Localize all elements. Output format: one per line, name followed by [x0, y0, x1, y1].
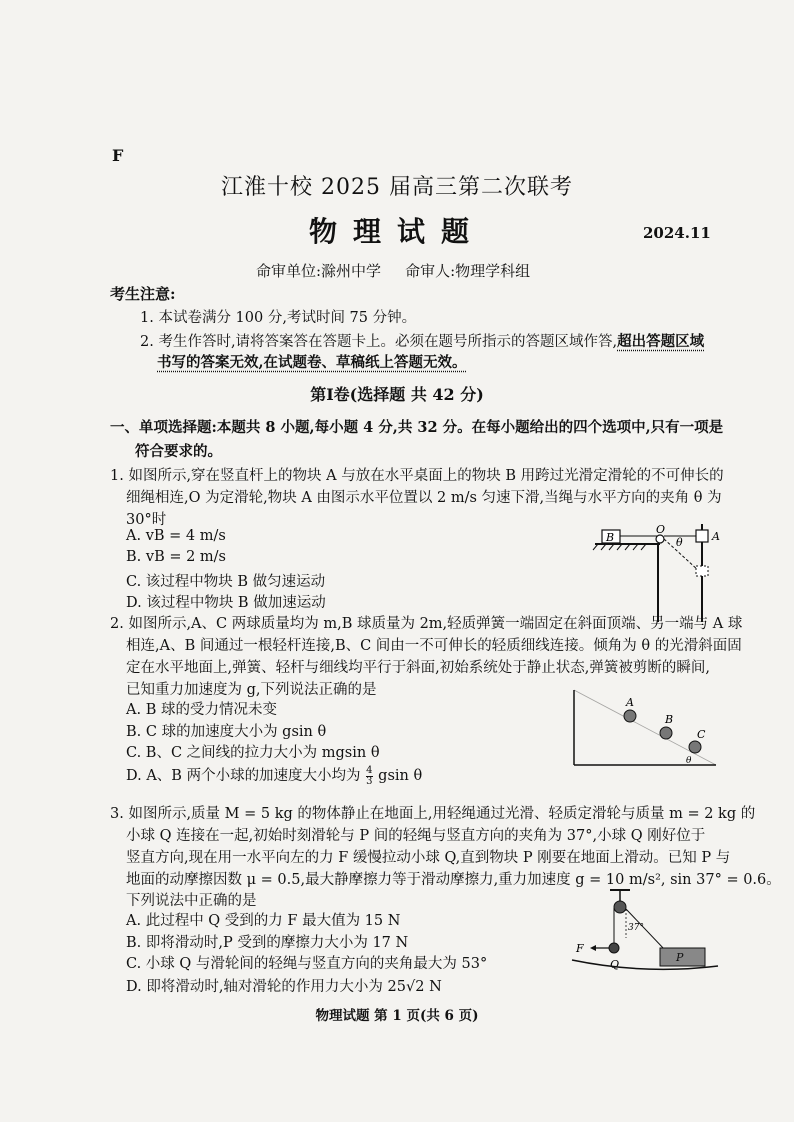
q2-ball-b	[660, 727, 672, 739]
q3-option-b: B. 即将滑动时,P 受到的摩擦力大小为 17 N	[126, 935, 409, 951]
q2-option-c: C. B、C 之间线的拉力大小为 mgsin θ	[126, 745, 380, 761]
page-footer: 物理试题 第 1 页(共 6 页)	[315, 1008, 479, 1024]
notice-item-2-a: 2. 考生作答时,请将答案答在答题卡上。必须在题号所指示的答题区域作答,	[140, 334, 618, 350]
q2-stem-line2: 相连,A、B 间通过一根轻杆连接,B、C 间由一不可伸长的轻质细线连接。倾角为 θ 的光滑斜面固	[126, 638, 742, 654]
q1-stem-line3: 30°时	[126, 512, 167, 528]
q1-stem-line2: 细绳相连,O 为定滑轮,物块 A 由图示水平位置以 2 m/s 匀速下滑,当绳与水平方向的夹角 θ 为	[126, 490, 722, 506]
q3-force-arrowhead	[590, 945, 596, 951]
section-title: 第Ⅰ卷(选择题 共 42 分)	[310, 385, 484, 404]
q1-pulley	[656, 535, 664, 543]
q2-option-d-fraction	[366, 766, 372, 787]
q3-stem-line1: 3. 如图所示,质量 M = 5 kg 的物体静止在地面上,用轻绳通过光滑、轻质定滑轮与质量 m = 2 kg 的	[110, 806, 756, 822]
notice-item-2-b: 超出答题区域	[617, 333, 705, 350]
q1-label-b: B	[606, 531, 615, 544]
q3-label-q: Q	[610, 958, 620, 971]
q3-option-d: D. 即将滑动时,轴对滑轮的作用力大小为 25√2 N	[126, 979, 442, 995]
q3-label-p: P	[676, 951, 684, 964]
notice-item-2	[140, 330, 704, 351]
q2-option-d	[126, 764, 422, 787]
q3-stem-line5: 下列说法中正确的是	[126, 893, 257, 909]
q2-stem-line1: 2. 如图所示,A、C 两球质量均为 m,B 球质量为 2m,轻质弹簧一端固定在斜面顶端、另一端与 A 球	[110, 616, 743, 632]
q2-fraction-numerator: 4	[366, 764, 373, 776]
q1-label-a: A	[712, 530, 720, 543]
q2-fraction-denominator: 3	[366, 775, 373, 787]
org-person: 命审人:物理学科组	[405, 262, 531, 280]
q1-label-o: O	[656, 523, 666, 536]
q1-stem-line1: 1. 如图所示,穿在竖直杆上的物块 A 与放在水平桌面上的物块 B 用跨过光滑定滑轮的不可伸长的	[110, 468, 724, 484]
q1-block-a	[696, 530, 708, 542]
q2-incline	[574, 690, 716, 765]
q1-option-b: B. vB = 2 m/s	[126, 549, 226, 565]
q1-figure	[590, 522, 740, 622]
q3-label-angle: 37°	[628, 923, 644, 933]
notice-item-2-c: 书写的答案无效,在试题卷、草稿纸上答题无效。	[157, 354, 467, 371]
q1-option-c: C. 该过程中物块 B 做匀速运动	[126, 574, 326, 590]
q2-label-b: B	[665, 713, 674, 726]
subject-title: 物理试题	[308, 215, 485, 248]
q1-label-theta: θ	[676, 536, 683, 549]
q2-option-a: A. B 球的受力情况未变	[126, 702, 277, 718]
q2-stem-line3: 定在水平地面上,弹簧、轻杆与细线均平行于斜面,初始系统处于静止状态,弹簧被剪断的瞬间,	[126, 660, 710, 676]
q3-stem-line4: 地面的动摩擦因数 μ = 0.5,最大静摩擦力等于滑动摩擦力,重力加速度 g = 10 m/s², sin 37° = 0.6。	[126, 872, 781, 888]
q3-ball-q	[609, 943, 619, 953]
notice-item-1: 1. 本试卷满分 100 分,考试时间 75 分钟。	[140, 310, 417, 326]
part-heading: 一、单项选择题:本题共 8 小题,每小题 4 分,共 32 分。在每小题给出的四个选项中,只有一项是	[110, 419, 724, 436]
q2-ball-c	[689, 741, 701, 753]
q3-label-f: F	[576, 942, 584, 955]
q1-option-a: A. vB = 4 m/s	[126, 528, 226, 544]
org-line	[256, 260, 530, 281]
q3-stem-line3: 竖直方向,现在用一水平向左的力 F 缓慢拉动小球 Q,直到物块 P 刚要在地面上滑动。已知 P 与	[126, 850, 731, 866]
q2-stem-line4: 已知重力加速度为 g,下列说法正确的是	[126, 682, 377, 698]
q2-option-d-prefix: D. A、B 两个小球的加速度大小均为	[126, 768, 361, 784]
notice-title: 考生注意:	[110, 285, 176, 303]
q2-label-a: A	[626, 696, 634, 709]
q3-option-c: C. 小球 Q 与滑轮间的轻绳与竖直方向的夹角最大为 53°	[126, 956, 488, 972]
q2-option-b: B. C 球的加速度大小为 gsin θ	[126, 724, 327, 740]
q3-stem-line2: 小球 Q 连接在一起,初始时刻滑轮与 P 间的轻绳与竖直方向的夹角为 37°,小球 Q 刚好位于	[126, 828, 706, 844]
school-title: 江淮十校 2025 届高三第二次联考	[221, 175, 573, 200]
q1-block-a-later	[696, 566, 708, 576]
part-heading-cont: 符合要求的。	[135, 443, 222, 460]
org-unit: 命审单位:滁州中学	[256, 262, 382, 280]
q2-label-theta: θ	[686, 756, 692, 766]
q2-figure	[570, 690, 720, 770]
exam-date: 2024.11	[643, 224, 711, 242]
q1-option-d: D. 该过程中物块 B 做加速运动	[126, 595, 326, 611]
corner-mark: F	[112, 146, 124, 165]
q2-option-d-suffix: gsin θ	[378, 768, 423, 784]
q3-option-a: A. 此过程中 Q 受到的力 F 最大值为 15 N	[126, 913, 401, 929]
q2-label-c: C	[697, 728, 706, 741]
q3-figure	[570, 890, 720, 975]
q3-pulley	[614, 901, 626, 913]
q2-ball-a	[624, 710, 636, 722]
